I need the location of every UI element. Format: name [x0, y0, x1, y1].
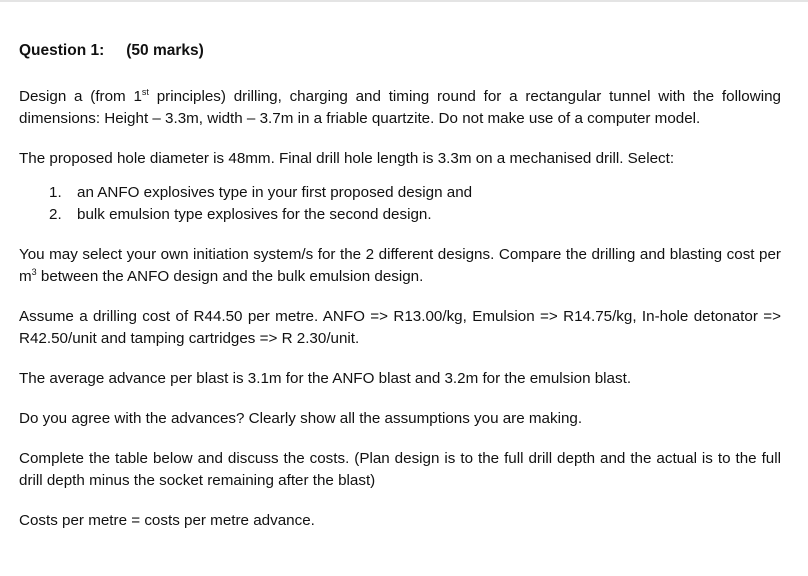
advance-paragraph: The average advance per blast is 3.1m for the ANFO blast and 3.2m for the emulsion blast.: [19, 370, 632, 387]
design-text-start: Design a (from 1: [19, 88, 142, 105]
top-border: [0, 0, 808, 2]
choice-number: 1.: [49, 184, 62, 201]
question-title: Question 1:: [19, 42, 105, 59]
initiation-text-start: You may select your own initiation system/s for the 2 different designs. Compare the drilling and blasting cost per m: [19, 246, 781, 285]
initiation-superscript: 3: [31, 266, 37, 277]
choice-item-emulsion: [19, 204, 781, 226]
per-metre-paragraph: Costs per metre = costs per metre advance.: [19, 512, 315, 529]
design-text-rest: principles) drilling, charging and timing round for a rectangular tunnel with the following dimensions: Height – 3.3m, width – 3.7m in a friable quartzite. Do not make use of a computer model.: [19, 88, 781, 127]
design-superscript: st: [141, 86, 149, 97]
question-document: [19, 40, 781, 550]
initiation-paragraph: [19, 244, 781, 288]
explosive-choices-list: [19, 182, 781, 226]
question-marks: (50 marks): [126, 42, 204, 59]
question-heading: [19, 40, 781, 62]
choice-text: an ANFO explosives type in your first proposed design and: [77, 184, 473, 201]
table-note-paragraph: Complete the table below and discuss the costs. (Plan design is to the full drill depth and the actual is to the full drill depth minus the socket remaining after the blast): [19, 450, 781, 489]
choice-number: 2.: [49, 206, 62, 223]
design-paragraph: [19, 86, 781, 130]
costs-paragraph: Assume a drilling cost of R44.50 per metre. ANFO => R13.00/kg, Emulsion => R14.75/kg, In-hole detonator => R42.50/unit and tamping cartridges => R 2.30/unit.: [19, 308, 781, 347]
choice-item-anfo: [19, 182, 781, 204]
hole-paragraph: The proposed hole diameter is 48mm. Final drill hole length is 3.3m on a mechanised drill. Select:: [19, 150, 675, 167]
agree-paragraph: Do you agree with the advances? Clearly show all the assumptions you are making.: [19, 410, 583, 427]
choice-text: bulk emulsion type explosives for the second design.: [77, 206, 432, 223]
initiation-text-rest: between the ANFO design and the bulk emulsion design.: [36, 268, 424, 285]
